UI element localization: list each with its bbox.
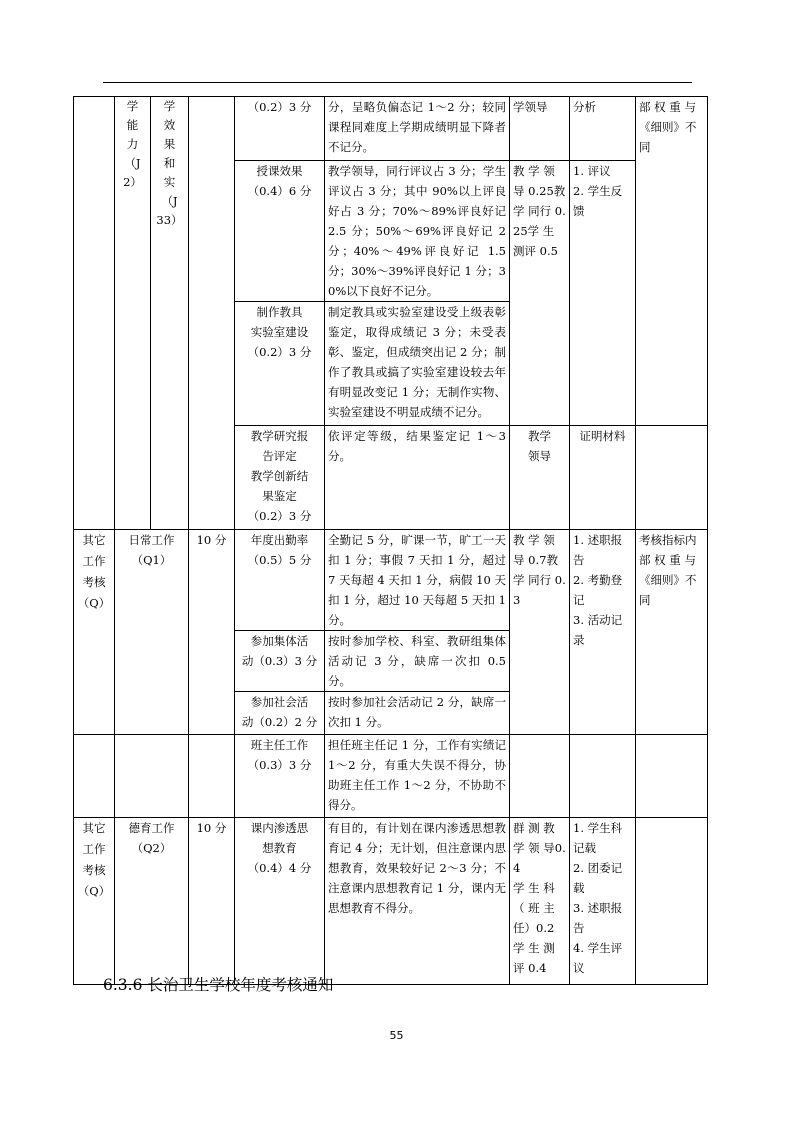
page-number: 55 [389, 1029, 404, 1042]
item-desc: 制定教具或实验室建设受上级表彰鉴定，取得成绩记 3 分；未受表彰、鉴定，但成绩突出记 2 分；制作了教具或搞了实验室建设较去年有明显改变记 1 分；无制作实物、实验室建设不明显成绩不记分。 [325, 302, 510, 426]
block4-method: 1. 学生科记载 2. 团委记载 3. 述职报告 4. 学生评议 [570, 818, 636, 985]
item-desc: 按时参加社会活动记 2 分，缺席一次扣 1 分。 [325, 692, 510, 735]
header-rule [103, 82, 692, 83]
block3-empty [115, 735, 189, 818]
block2-score: 10 分 [189, 530, 235, 735]
block4-note [636, 818, 708, 985]
item-desc: 按时参加学校、科室、教研组集体活动记 3 分，缺席一次扣 0.5 分。 [325, 631, 510, 692]
item-desc: 教学领导，同行评议占 3 分；学生评议占 3 分；其中 90%以上评良好占 3 分；70%～89%评良好记 2.5 分；50%～69%评良好记 2 分；40%～49%评良好记 1.5 分；30%～39%评良好记 1 分；30%以下良好不记分。 [325, 161, 510, 302]
item-note [636, 426, 708, 530]
block4-category: 其它 工作 考核 （Q） [74, 818, 115, 985]
item-desc: 全勤记 5 分，旷课一节，旷工一天扣 1 分；事假 7 天扣 1 分，超过 7 天每超 4 天扣 1 分，病假 10 天扣 1 分，超过 10 天每超 5 天扣 1 分。 [325, 530, 510, 631]
item-name: 课内渗透思 想教育 （0.4）4 分 [235, 818, 325, 985]
block1-score [189, 97, 235, 530]
item-desc: 分，呈略负偏态记 1～2 分；较同课程同难度上学期成绩明显下降者不记分。 [325, 97, 510, 161]
item-name: 制作教具 实验室建设 （0.2）3 分 [235, 302, 325, 426]
item-name: 参加社会活 动（0.2）2 分 [235, 692, 325, 735]
block3-empty [570, 735, 636, 818]
block1-note: 部 权 重 与《细则》不同 [636, 97, 708, 426]
item-assessor: 教学 领导 [510, 426, 570, 530]
block4-subcategory: 德育工作 （Q2） [115, 818, 189, 985]
item-assessor: 学领导 [510, 97, 570, 161]
block1-col1 [74, 97, 115, 530]
block1-subcategory: 学 效 果 和 实 （J 33） [151, 97, 189, 530]
item-desc: 依评定等级，结果鉴定记 1～3 分。 [325, 426, 510, 530]
item-name: 参加集体活 动（0.3）3 分 [235, 631, 325, 692]
block3-empty [510, 735, 570, 818]
block2-method: 1. 述职报告 2. 考勤登记 3. 活动记录 [570, 530, 636, 735]
block3-empty [74, 735, 115, 818]
section-heading: 6.3.6 长治卫生学校年度考核通知 [103, 976, 334, 994]
block1-method: 1. 评议 2. 学生反馈 [570, 161, 636, 426]
block2-subcategory: 日常工作 （Q1） [115, 530, 189, 735]
block3-empty [636, 735, 708, 818]
item-name: 教学研究报 告评定 教学创新结 果鉴定 （0.2）3 分 [235, 426, 325, 530]
item-method: 分析 [570, 97, 636, 161]
assessment-table [73, 96, 708, 985]
block4-assessor: 群 测 教学 领 导0.4 学 生 科（ 班 主任）0.2 学 生 测评 0.4 [510, 818, 570, 985]
item-desc: 有目的，有计划在课内渗透思想教育记 4 分；无计划，但注意课内思想教育，效果较好记 2～3 分；不注意课内思想教育记 1 分，课内无思想教育不得分。 [325, 818, 510, 985]
item-method: 证明材料 [570, 426, 636, 530]
block3-empty [189, 735, 235, 818]
item-name: （0.2）3 分 [235, 97, 325, 161]
item-desc: 担任班主任记 1 分，工作有实绩记 1～2 分，有重大失误不得分，协助班主任工作 1～2 分，不协助不得分。 [325, 735, 510, 818]
item-name: 班主任工作 （0.3）3 分 [235, 735, 325, 818]
block1-category: 学 能 力 （J 2） [115, 97, 151, 530]
block2-assessor: 教 学 领导 0.7教 学 同行 0.3 [510, 530, 570, 735]
block2-category: 其它 工作 考核 （Q） [74, 530, 115, 735]
block2-note: 考核指标内部 权 重 与《细则》不同 [636, 530, 708, 735]
block1-assessor: 教 学 领导 0.25教 学 同行 0.25学 生 测评 0.5 [510, 161, 570, 426]
block4-score: 10 分 [189, 818, 235, 985]
item-name: 年度出勤率 （0.5）5 分 [235, 530, 325, 631]
item-name: 授课效果 （0.4）6 分 [235, 161, 325, 302]
